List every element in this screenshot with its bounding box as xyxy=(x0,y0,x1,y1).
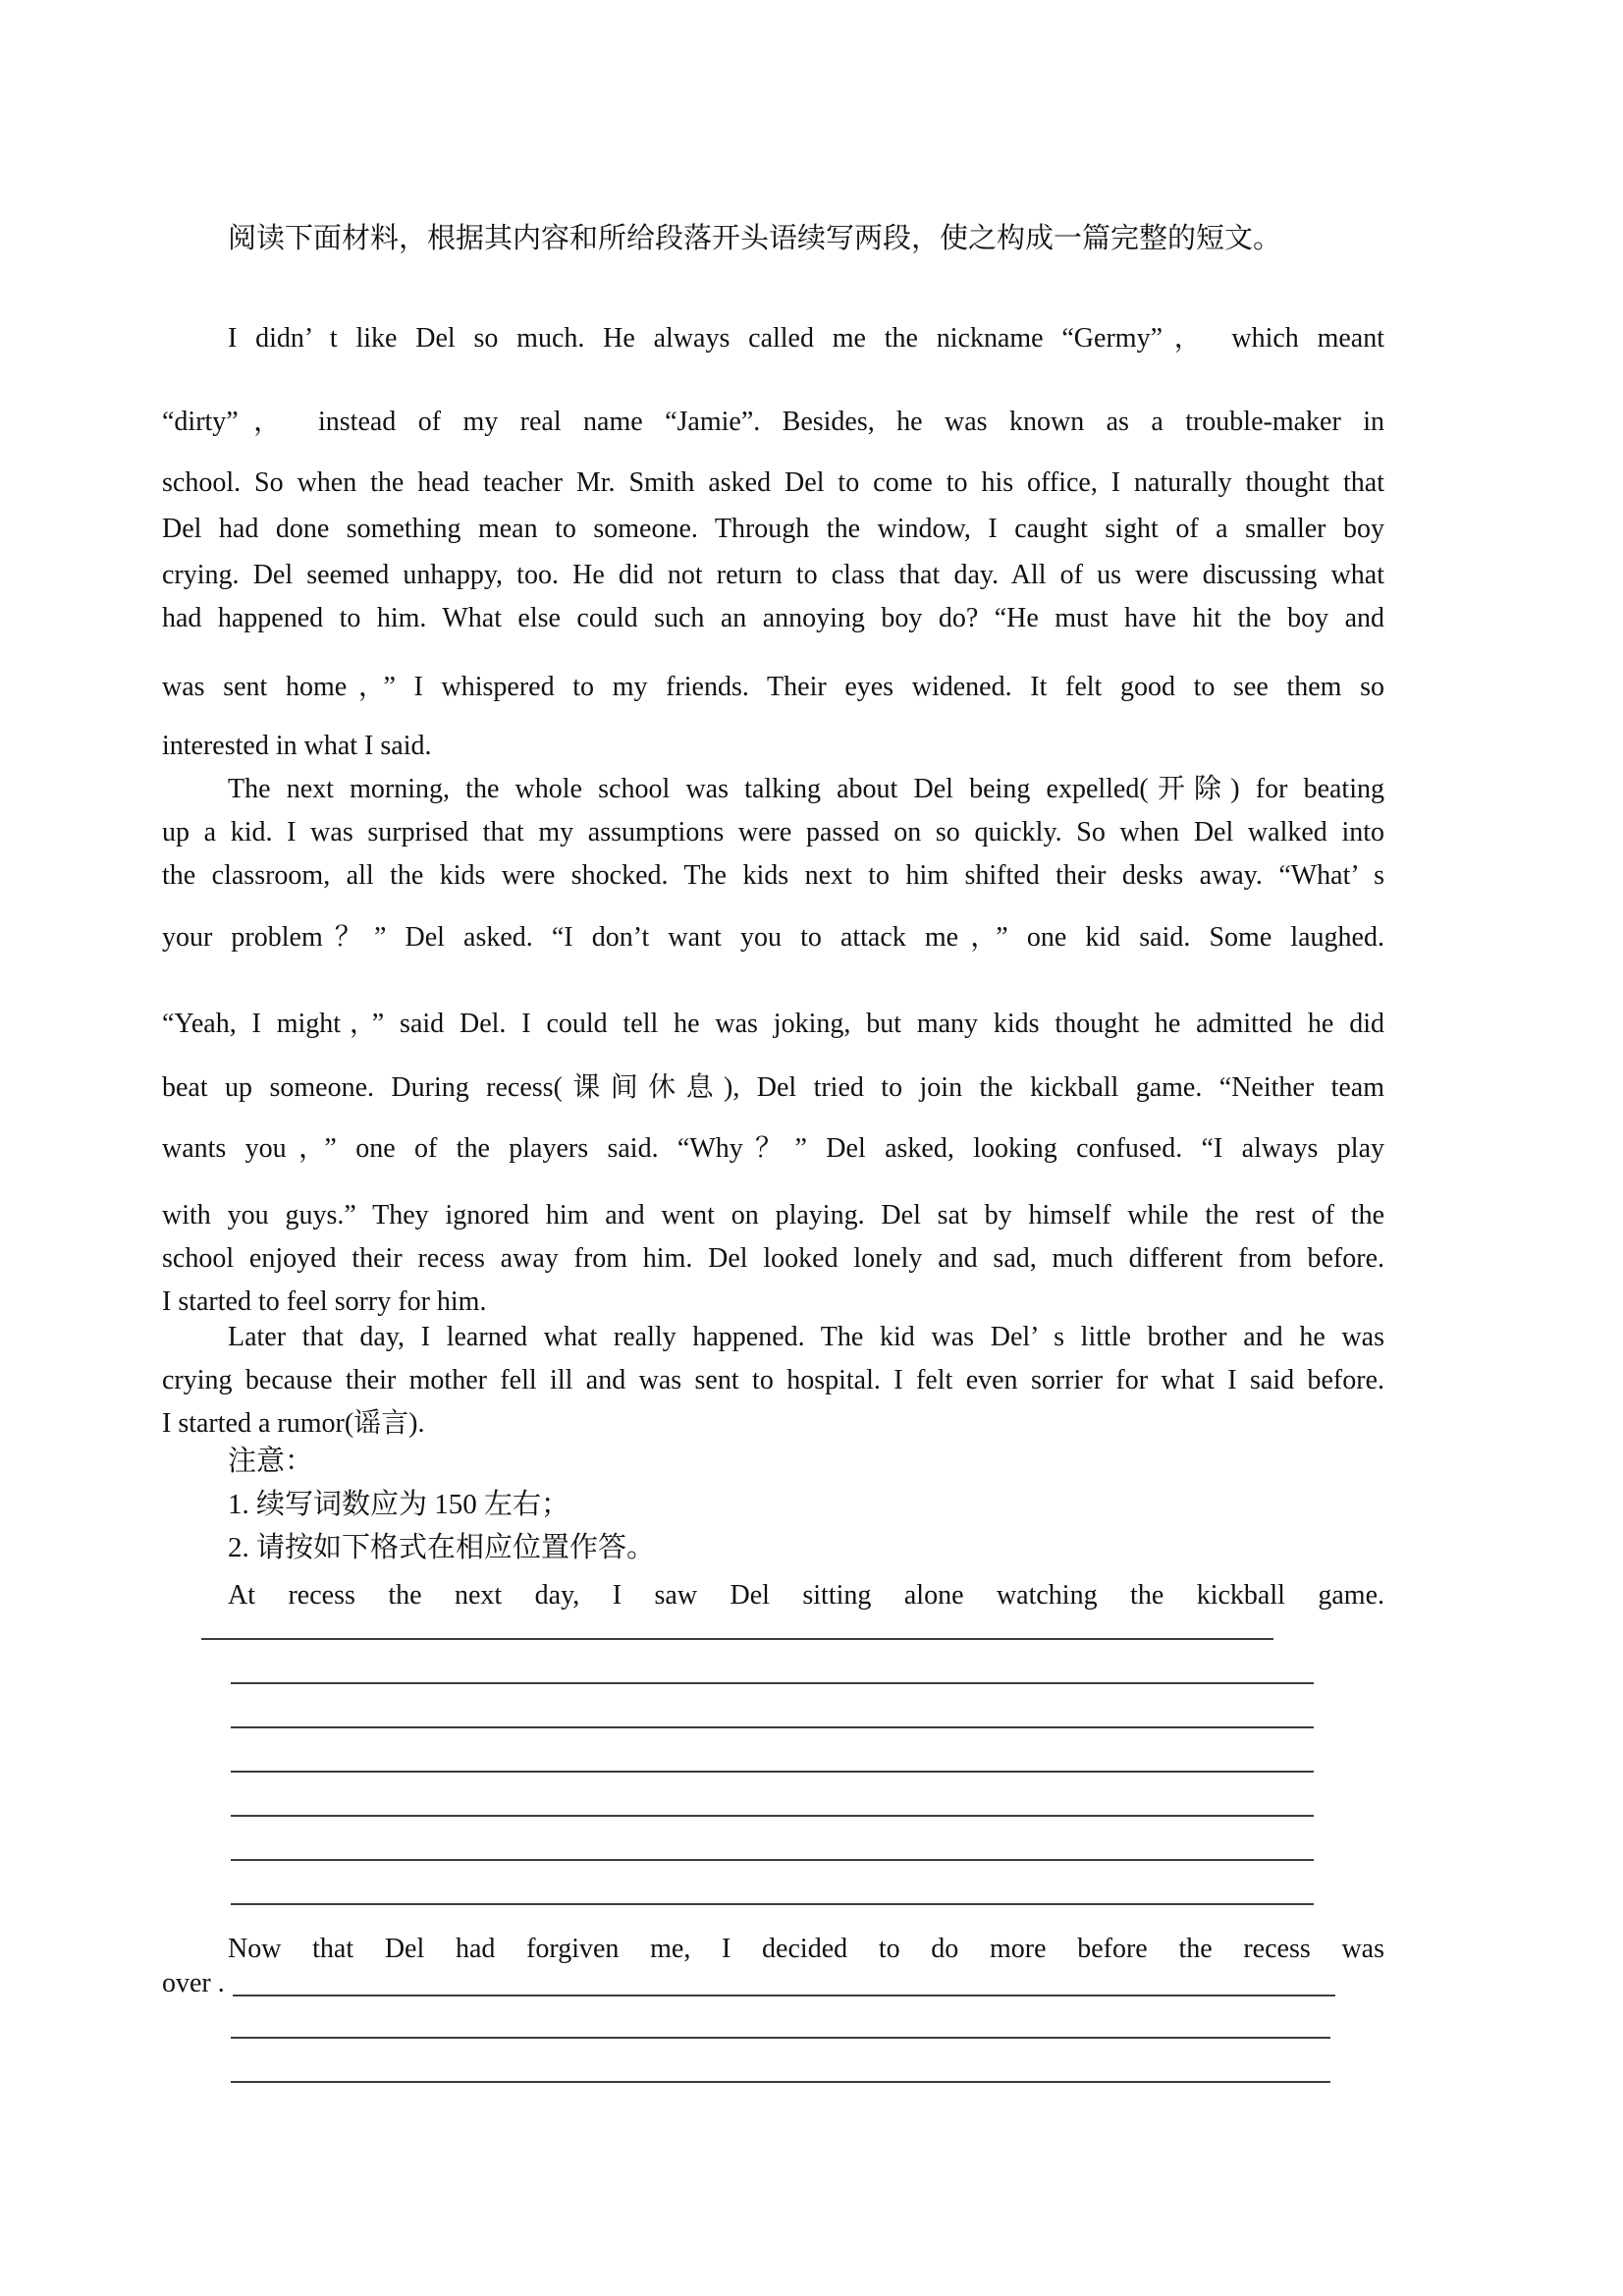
answer-line xyxy=(231,1640,1314,1684)
notes-label: 注意： xyxy=(228,1446,314,1477)
story-line: was sent home，” I whispered to my friends. Their eyes widened. It felt good to see them so xyxy=(162,672,1384,702)
story-line: with you guys.” They ignored him and went on playing. Del sat by himself while the rest of the xyxy=(162,1200,1384,1230)
answer-line xyxy=(231,2039,1330,2083)
story-line: Del had done something mean to someone. Through the window, I caught sight of a smaller boy xyxy=(162,514,1384,544)
story-line: The next morning, the whole school was talking about Del being expelled(开除) for beating xyxy=(228,774,1384,804)
story-line: I didn’ t like Del so much. He always called me the nickname “Germy”， which meant xyxy=(228,323,1384,354)
paragraph-1 xyxy=(162,317,1384,768)
story-line: I started to feel sorry for him. xyxy=(162,1286,487,1317)
story-line: up a kid. I was surprised that my assumptions were passed on so quickly. So when Del walked into xyxy=(162,817,1384,847)
opening-sentence-2: Now that Del had forgiven me, I decided to do more before the recess was xyxy=(228,1934,1384,1964)
answer-line xyxy=(231,1728,1314,1773)
notes-section xyxy=(162,1440,1384,1569)
story-line: beat up someone. During recess(课间休息), Del tried to join the kickball game. “Neither team xyxy=(162,1072,1384,1103)
note-format: 2. 请按如下格式在相应位置作答。 xyxy=(228,1532,656,1563)
paragraph-2 xyxy=(162,768,1384,1324)
story-line: your problem？” Del asked. “I don’t want you to attack me，” one kid said. Some laughed. xyxy=(162,922,1384,953)
story-line: school enjoyed their recess away from him. Del looked lonely and sad, much different from before. xyxy=(162,1243,1384,1274)
answer-line xyxy=(201,1617,1273,1640)
answer-line xyxy=(231,1996,1330,2039)
answer-line xyxy=(233,1969,1335,1996)
story-line: “Yeah, I might，” said Del. I could tell he was joking, but many kids thought he admitted he did xyxy=(162,1009,1384,1039)
answer-line xyxy=(231,1817,1314,1861)
story-line: crying. Del seemed unhappy, too. He did not return to class that day. All of us were discussing what xyxy=(162,560,1384,590)
note-word-count: 1. 续写词数应为 150 左右； xyxy=(228,1489,570,1520)
opening-sentence-1: At recess the next day, I saw Del sitting alone watching the kickball game. xyxy=(228,1580,1384,1611)
task-instruction: 阅读下面材料，根据其内容和所给段落开头语续写两段，使之构成一篇完整的短文。 xyxy=(228,223,1282,254)
paragraph-3 xyxy=(162,1316,1384,1446)
answer-line xyxy=(231,1861,1314,1905)
answer-line xyxy=(231,1684,1314,1728)
continuation-part-1 xyxy=(162,1574,1384,1905)
answer-line xyxy=(231,1773,1314,1817)
story-line: had happened to him. What else could such an annoying boy do? “He must have hit the boy and xyxy=(162,603,1384,633)
story-line: I started a rumor(谣言). xyxy=(162,1408,425,1439)
story-line: Later that day, I learned what really happened. The kid was Del’ s little brother and he was xyxy=(228,1322,1384,1352)
story-line: wants you，” one of the players said. “Why？” Del asked, looking confused. “I always play xyxy=(162,1133,1384,1164)
opening-sentence-2-tail-row xyxy=(162,1968,1384,1998)
story-line: interested in what I said. xyxy=(162,731,432,761)
story-line: the classroom, all the kids were shocked. The kids next to him shifted their desks away. “What’ s xyxy=(162,860,1384,891)
story-line: “dirty”， instead of my real name “Jamie”. Besides, he was known as a trouble-maker in xyxy=(162,407,1384,437)
story-line: school. So when the head teacher Mr. Smith asked Del to come to his office, I naturally thought that xyxy=(162,467,1384,498)
story-line: crying because their mother fell ill and was sent to hospital. I felt even sorrier for what I said before. xyxy=(162,1365,1384,1395)
continuation-part-2 xyxy=(162,1928,1384,2083)
opening-sentence-2-tail: over . xyxy=(162,1968,225,1998)
